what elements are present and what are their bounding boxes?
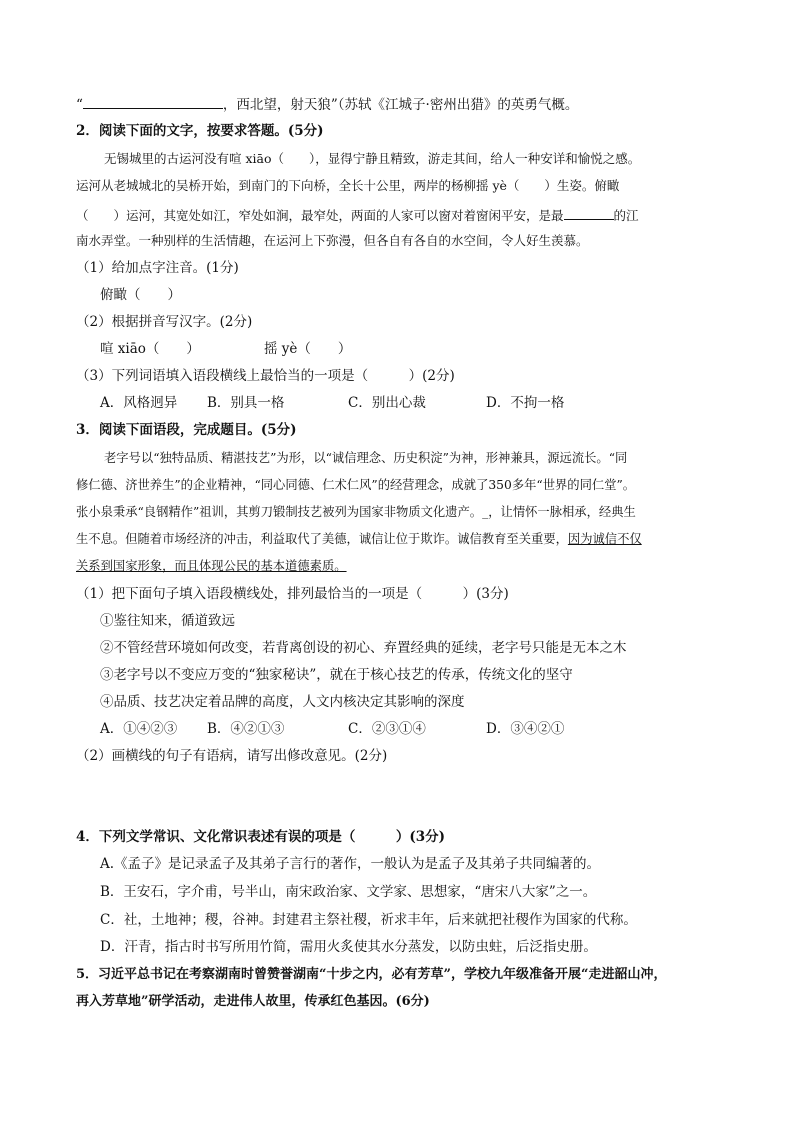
q2-sub-1-item: 俯瞰（ ） (100, 287, 181, 303)
passage-3-line-2: 修仁德、济世养生”的企业精神，“同心同德、仁术仁风”的经营理念，成就了350多年“世界的同仁堂”。 (76, 478, 636, 492)
q3-item-4: ④品质、技艺决定着品牌的高度，人文内核决定其影响的深度 (100, 694, 465, 710)
q3-option-a[interactable]: A．①④②③ (100, 721, 178, 737)
q3-option-c[interactable]: C．②③①④ (348, 721, 426, 737)
q4-option-c[interactable]: C．社，土地神；稷，谷神。封建君主祭社稷，祈求丰年，后来就把社稷作为国家的代称。 (100, 912, 637, 928)
q2-option-d[interactable]: D．不拘一格 (486, 395, 565, 411)
poem-fill-line: “ ，西北望，射天狼”（苏轼《江城子·密州出猎》的英勇气概。 (76, 94, 578, 114)
q2-sub-2-item-a: 喧 xiāo（ ） (100, 341, 200, 357)
passage-3-line-3: 张小泉秉承“良钢精作”祖训，其剪刀锻制技艺被列为国家非物质文化遗产。_，让情怀一脉相承，经典生 (76, 505, 636, 519)
passage-2-line-3: （ ）运河，其宽处如江，窄处如涧，最窄处，两面的人家可以窗对着窗闲平安，是最 的江 (76, 205, 639, 225)
q3-sub-1: （1）把下面句子填入语段横线处，排列最恰当的一项是（ ）(3分) (76, 586, 509, 602)
question-5-line-2: 再入芳草地”研学活动，走进伟人故里，传承红色基因。(6分) (76, 994, 430, 1009)
passage-2-line-2: 运河从老城城北的吴桥开始，到南门的下向桥，全长十公里，两岸的杨柳摇 yè（ ）生姿。俯瞰 (76, 178, 620, 193)
answer-blank[interactable] (564, 205, 614, 220)
q2-option-a[interactable]: A．风格迥异 (100, 395, 178, 411)
q4-option-a[interactable]: A.《孟子》是记录孟子及其弟子言行的著作，一般认为是孟子及其弟子共同编著的。 (100, 856, 601, 872)
q3-item-3: ③老字号以不变应万变的“独家秘诀”，就在于核心技艺的传承，传统文化的坚守 (100, 667, 573, 683)
q2-sub-2-item-b: 摇 yè（ ） (264, 341, 352, 357)
q3-item-1: ①鉴往知来，循道致远 (100, 613, 235, 629)
q2-sub-1: （1）给加点字注音。(1分) (76, 260, 239, 276)
question-4-title: 4．下列文学常识、文化常识表述有误的项是（ ）(3分) (76, 829, 446, 845)
question-3-title: 3．阅读下面语段，完成题目。(5分) (76, 422, 297, 438)
q4-option-b[interactable]: B．王安石，字介甫，号半山，南宋政治家、文学家、思想家，“唐宋八大家”之一。 (100, 884, 597, 900)
q2-sub-3: （3）下列词语填入语段横线上最恰当的一项是（ ）(2分) (76, 368, 455, 384)
q2-option-b[interactable]: B．别具一格 (207, 395, 285, 411)
passage-2-line-4: 南水弄堂。一种别样的生活情趣，在运河上下弥漫，但各自有各自的水空间，令人好生羡慕。 (76, 233, 589, 248)
passage-2-line-1: 无锡城里的古运河没有喧 xiāo（ ），显得宁静且精致，游走其间，给人一种安详和愉悦之感。 (104, 151, 641, 166)
passage-3-line-1: 老字号以“独特品质、精湛技艺”为形，以“诚信理念、历史积淀”为神，形神兼具，源远流长。“同 (104, 451, 628, 465)
question-2-title: 2．阅读下面的文字，按要求答题。(5分) (76, 123, 324, 139)
answer-blank[interactable] (83, 94, 223, 109)
q3-sub-2: （2）画横线的句子有语病，请写出修改意见。(2分) (76, 748, 388, 764)
passage-3-line-5-underlined: 关系到国家形象，而且体现公民的基本道德素质。 (76, 559, 347, 573)
q4-option-d[interactable]: D．汗青，指古时书写所用竹简，需用火炙使其水分蒸发，以防虫蛀，后泛指史册。 (100, 939, 597, 955)
q2-sub-2: （2）根据拼音写汉字。(2分) (76, 314, 253, 330)
question-5-line-1: 5．习近平总书记在考察湖南时曾赞誉湖南“十步之内，必有芳草”，学校九年级准备开展“走进韶山冲， (76, 967, 667, 982)
q3-item-2: ②不管经营环境如何改变，若背离创设的初心、弃置经典的延续，老字号只能是无本之木 (100, 640, 627, 656)
underlined-sentence: 因为诚信不仅 (567, 532, 642, 546)
q3-option-b[interactable]: B．④②①③ (207, 721, 285, 737)
passage-3-line-4: 生不息。但随着市场经济的冲击，利益取代了美德，诚信让位于欺诈。诚信教育至关重要，因为诚信不仅 (76, 532, 642, 546)
q3-option-d[interactable]: D．③④②① (486, 721, 565, 737)
q2-option-c[interactable]: C．别出心裁 (348, 395, 426, 411)
